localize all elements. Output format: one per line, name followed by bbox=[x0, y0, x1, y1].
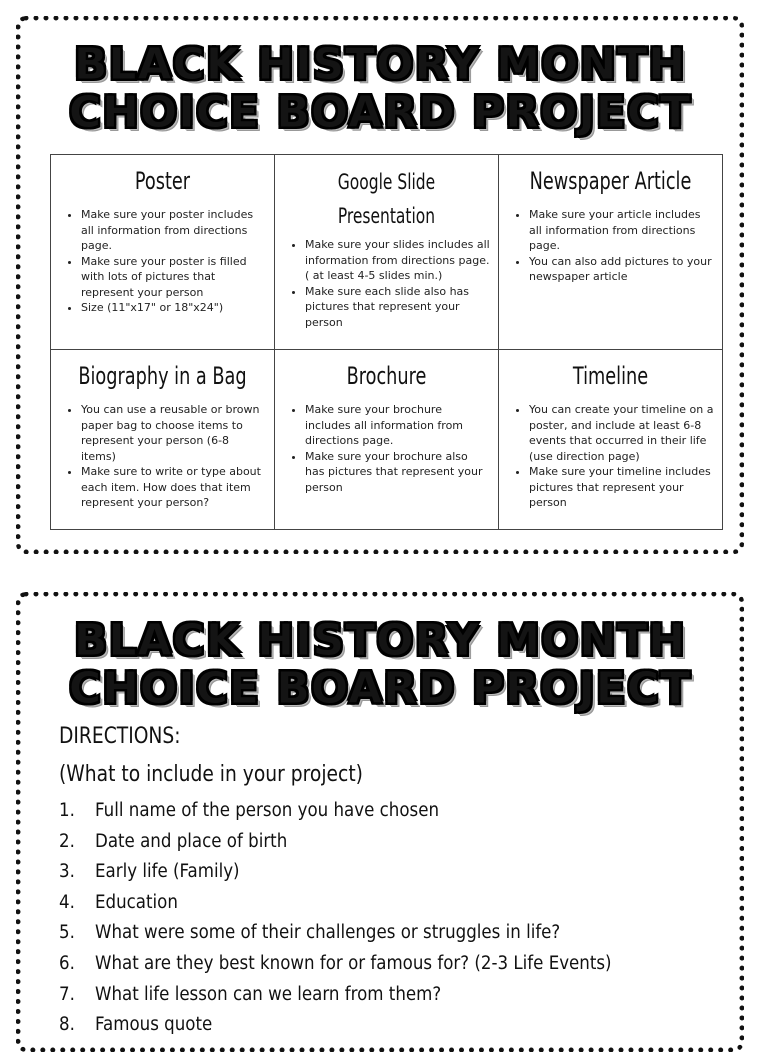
bullet-item: • You can use a reusable or brown paper bag to choose items to represent your person (6-8 items) bbox=[81, 402, 266, 464]
directions-heading: DIRECTIONS: bbox=[59, 724, 181, 749]
bullet-item: • Make sure your slides includes all information from directions page. ( at least 4-5 slides min.) bbox=[305, 237, 490, 284]
bullet-item: • Make sure your timeline includes pictures that represent your person bbox=[529, 464, 714, 511]
bullet-item: • Make sure your brochure also has pictures that represent your person bbox=[305, 449, 490, 496]
bullet-item: • Make sure your brochure includes all information from directions page. bbox=[305, 402, 490, 449]
option-biography-in-a-bag bbox=[51, 350, 275, 530]
option-poster bbox=[51, 155, 275, 350]
list-item bbox=[59, 796, 653, 827]
step-text: Early life (Family) bbox=[95, 861, 240, 883]
bullet-item: • Make sure your poster includes all information from directions page. bbox=[81, 207, 266, 254]
choice-board-grid bbox=[50, 154, 723, 530]
option-bullets bbox=[507, 207, 714, 285]
option-title: Google Slide Presentation bbox=[337, 170, 436, 228]
step-text: Famous quote bbox=[95, 1014, 213, 1036]
step-number: 1. bbox=[59, 800, 75, 821]
board-title-line-2: CHOICE BOARD PROJECT bbox=[68, 87, 692, 138]
option-bullets bbox=[283, 402, 490, 495]
step-text: What are they best known for or famous for? (2-3 Life Events) bbox=[95, 952, 612, 974]
option-bullets bbox=[59, 402, 266, 511]
option-bullets bbox=[507, 402, 714, 511]
option-bullets bbox=[59, 207, 266, 316]
option-newspaper-article bbox=[499, 155, 723, 350]
bullet-item: • Make sure each slide also has pictures that represent your person bbox=[305, 284, 490, 331]
directions-title-line-1: BLACK HISTORY MONTH bbox=[73, 615, 687, 666]
bullet-item: • Size (11"x17" or 18"x24") bbox=[81, 300, 266, 316]
bullet-item: • You can also add pictures to your newspaper article bbox=[529, 254, 714, 285]
step-number: 4. bbox=[59, 891, 75, 913]
step-number: 6. bbox=[59, 952, 75, 974]
board-title-line-1: BLACK HISTORY MONTH bbox=[73, 39, 687, 90]
list-item bbox=[59, 857, 653, 888]
bullet-item: • Make sure your poster is filled with lots of pictures that represent your person bbox=[81, 254, 266, 301]
option-title: Timeline bbox=[572, 362, 649, 391]
step-text: Education bbox=[95, 891, 178, 913]
list-item bbox=[59, 980, 653, 1011]
directions-steps bbox=[59, 796, 719, 1041]
step-number: 7. bbox=[59, 983, 75, 1005]
step-text: What were some of their challenges or struggles in life? bbox=[95, 922, 561, 944]
option-title: Biography in a Bag bbox=[78, 362, 247, 391]
list-item bbox=[59, 827, 653, 858]
directions-title-line-2: CHOICE BOARD PROJECT bbox=[68, 663, 692, 714]
directions-section bbox=[59, 722, 719, 1041]
step-number: 2. bbox=[59, 830, 75, 852]
bullet-item: • Make sure to write or type about each item. How does that item represent your person? bbox=[81, 464, 266, 511]
directions-subheading: (What to include in your project) bbox=[59, 762, 363, 787]
option-bullets bbox=[283, 237, 490, 330]
choice-board-card bbox=[16, 16, 744, 554]
bullet-item: • Make sure your article includes all information from directions page. bbox=[529, 207, 714, 254]
directions-card bbox=[16, 592, 744, 1052]
step-number: 5. bbox=[59, 922, 75, 944]
option-brochure bbox=[275, 350, 499, 530]
option-title: Brochure bbox=[346, 362, 427, 391]
step-number: 8. bbox=[59, 1014, 75, 1036]
list-item bbox=[59, 949, 653, 980]
step-text: Full name of the person you have chosen bbox=[95, 800, 439, 821]
step-number: 3. bbox=[59, 861, 75, 883]
option-title: Newspaper Article bbox=[529, 167, 692, 195]
step-text: Date and place of birth bbox=[95, 830, 288, 852]
option-google-slide-presentation bbox=[275, 155, 499, 350]
list-item bbox=[59, 1010, 653, 1041]
option-timeline bbox=[499, 350, 723, 530]
bullet-item: • You can create your timeline on a poster, and include at least 6-8 events that occurred in their life (use direction page) bbox=[529, 402, 714, 464]
list-item bbox=[59, 888, 653, 919]
step-text: What life lesson can we learn from them? bbox=[95, 983, 442, 1005]
list-item bbox=[59, 918, 653, 949]
option-title: Poster bbox=[134, 167, 191, 195]
